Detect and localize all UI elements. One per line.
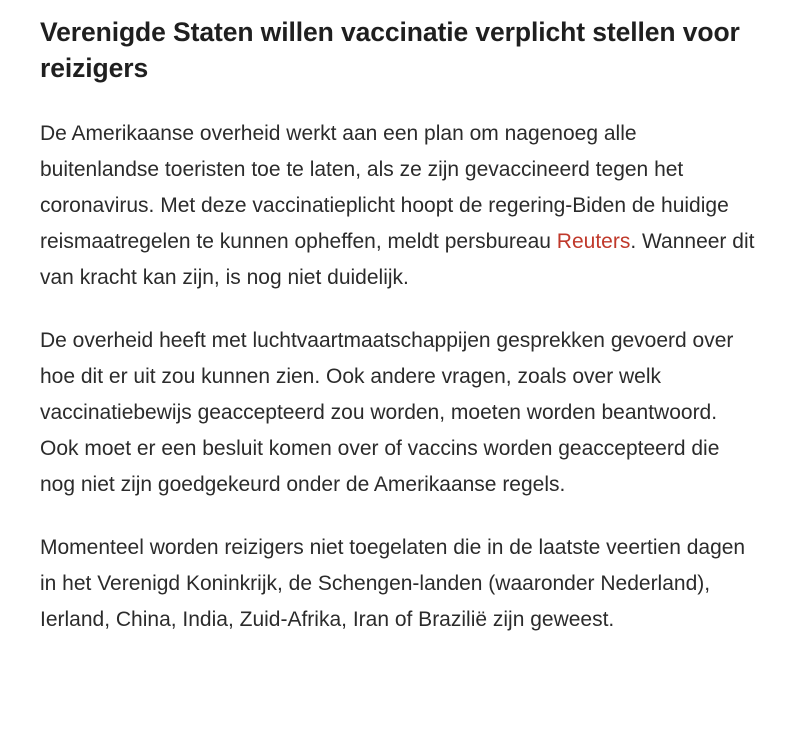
article-paragraph-1 [40,116,760,296]
article-headline: Verenigde Staten willen vaccinatie verplicht stellen voor reizigers [40,17,740,83]
paragraph-1-text-after-link: . Wanneer dit van kracht kan zijn, is nog niet duidelijk. [40,230,755,289]
reuters-link[interactable]: Reuters [556,230,631,253]
article-paragraph-3: Momenteel worden reizigers niet toegelaten die in de laatste veertien dagen in het Verenigd Koninkrijk, de Schengen-landen (waaronder Nederland), Ierland, China, India, Zuid-Afrika, Iran of Brazilië zijn geweest. [40,536,746,631]
article-paragraph-2: De overheid heeft met luchtvaartmaatschappijen gesprekken gevoerd over hoe dit er uit zou kunnen zien. Ook andere vragen, zoals over welk vaccinatiebewijs geaccepteerd zou worden, moeten worden beantwoord. Ook moet er een besluit komen over of vaccins worden geaccepteerd die nog niet zijn goedgekeurd onder de Amerikaanse regels. [40,329,734,496]
paragraph-1-text-before-link: De Amerikaanse overheid werkt aan een plan om nagenoeg alle buitenlandse toeristen toe te laten, als ze zijn gevaccineerd tegen het coronavirus. Met deze vaccinatieplicht hoopt de regering-Biden de huidige reismaatregelen te kunnen opheffen, meldt persbureau [40,122,729,253]
